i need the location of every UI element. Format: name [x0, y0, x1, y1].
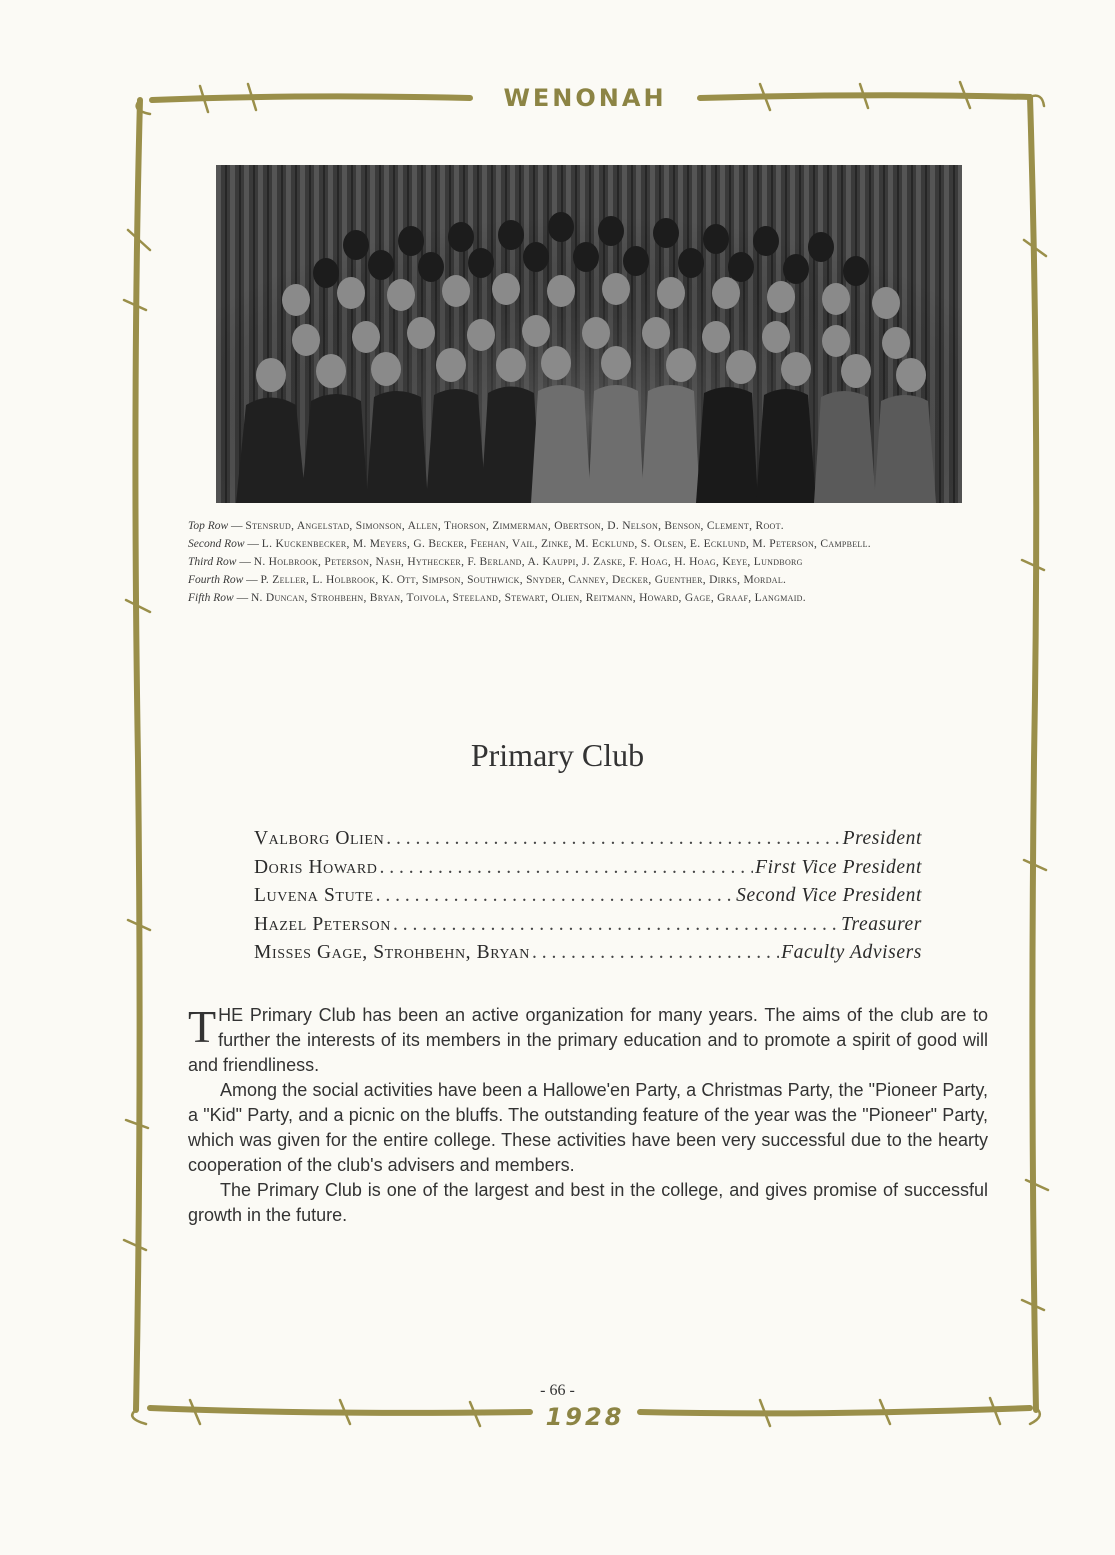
caption-names: N. Holbrook, Peterson, Nash, Hythecker, F. Berland, A. Kauppi, J. Zaske, F. Hoag, H. Hoag, Keye, Lundborg	[253, 556, 803, 568]
paragraph-text: HE Primary Club has been an active organization for many years. The aims of the club are to further the interests of its members in the primary education and to promote a spirit of good will and friendliness.	[188, 1005, 988, 1075]
officer-row	[254, 825, 922, 854]
caption-names: L. Kuckenbecker, M. Meyers, G. Becker, Feehan, Vail, Zinke, M. Ecklund, S. Olsen, E. Ecklund, M. Peterson, Campbell.	[261, 538, 871, 550]
officer-name: Valborg Olien	[254, 828, 385, 849]
caption-label: Top Row	[188, 520, 229, 532]
officer-role: Treasurer	[841, 913, 922, 935]
leader-dots	[386, 825, 840, 854]
leader-dots	[393, 911, 839, 940]
drop-cap: T	[188, 1001, 217, 1052]
caption-label: Fifth Row	[188, 592, 234, 604]
caption-names: N. Duncan, Strohbehn, Bryan, Toivola, Steeland, Stewart, Olien, Reitmann, Howard, Gage, Graaf, Langmaid.	[250, 592, 806, 604]
caption-label: Fourth Row	[188, 574, 244, 586]
caption-row: Third Row — N. Holbrook, Peterson, Nash, Hythecker, F. Berland, A. Kauppi, J. Zaske, F. Hoag, H. Hoag, Keye, Lundborg	[188, 556, 803, 568]
group-photo	[216, 165, 962, 503]
caption-label: Third Row	[188, 556, 237, 568]
officer-role: Second Vice President	[736, 885, 922, 906]
officer-role: President	[842, 828, 922, 849]
page-number: - 66 -	[540, 1382, 575, 1399]
paragraph: The Primary Club is one of the largest and best in the college, and gives promise of successful growth in the future.	[188, 1180, 988, 1225]
caption-names: P. Zeller, L. Holbrook, K. Ott, Simpson, Southwick, Snyder, Canney, Decker, Guenther, Dirks, Mordal.	[260, 574, 787, 586]
officer-name: Misses Gage, Strohbehn, Bryan	[254, 942, 530, 963]
officer-row	[254, 939, 922, 968]
leader-dots	[376, 882, 735, 911]
officer-role: Faculty Advisers	[781, 942, 922, 963]
officer-name: Hazel Peterson	[254, 913, 391, 935]
officers-list	[254, 825, 922, 968]
body-text	[188, 1003, 988, 1228]
caption-row: Fourth Row — P. Zeller, L. Holbrook, K. Ott, Simpson, Southwick, Snyder, Canney, Decker, Guenther, Dirks, Mordal.	[188, 574, 787, 586]
caption-row: Fifth Row — N. Duncan, Strohbehn, Bryan, Toivola, Steeland, Stewart, Olien, Reitmann, Howard, Gage, Graaf, Langmaid.	[188, 592, 806, 604]
group-photo-icon	[216, 165, 962, 503]
officer-row	[254, 854, 922, 883]
leader-dots	[532, 939, 779, 968]
caption-row: Second Row — L. Kuckenbecker, M. Meyers, G. Becker, Feehan, Vail, Zinke, M. Ecklund, S. Olsen, E. Ecklund, M. Peterson, Campbell.	[188, 538, 871, 550]
caption-label: Second Row	[188, 538, 245, 550]
officer-row	[254, 882, 922, 911]
officer-name: Luvena Stute	[254, 885, 374, 906]
photo-captions	[188, 520, 1006, 610]
officer-row	[254, 911, 922, 940]
caption-names: Stensrud, Angelstad, Simonson, Allen, Thorson, Zimmerman, Obertson, D. Nelson, Benson, Clement, Root.	[245, 520, 784, 532]
officer-role: First Vice President	[755, 856, 922, 878]
caption-row: Top Row — Stensrud, Angelstad, Simonson, Allen, Thorson, Zimmerman, Obertson, D. Nelson, Benson, Clement, Root.	[188, 520, 784, 532]
officer-name: Doris Howard	[254, 856, 378, 878]
header-wordmark: WENONAH	[503, 84, 667, 112]
paragraph: Among the social activities have been a Hallowe'en Party, a Christmas Party, the "Pioneer Party, a "Kid" Party, and a picnic on the bluffs. The outstanding feature of the year was the "Pioneer" Party, which was given for the entire college. These activities have been very successful due to the hearty cooperation of the club's advisers and members.	[188, 1080, 988, 1175]
footer-year: 1928	[545, 1403, 625, 1431]
paragraph	[188, 1003, 988, 1078]
leader-dots	[379, 854, 753, 883]
page-title: Primary Club	[470, 737, 645, 773]
